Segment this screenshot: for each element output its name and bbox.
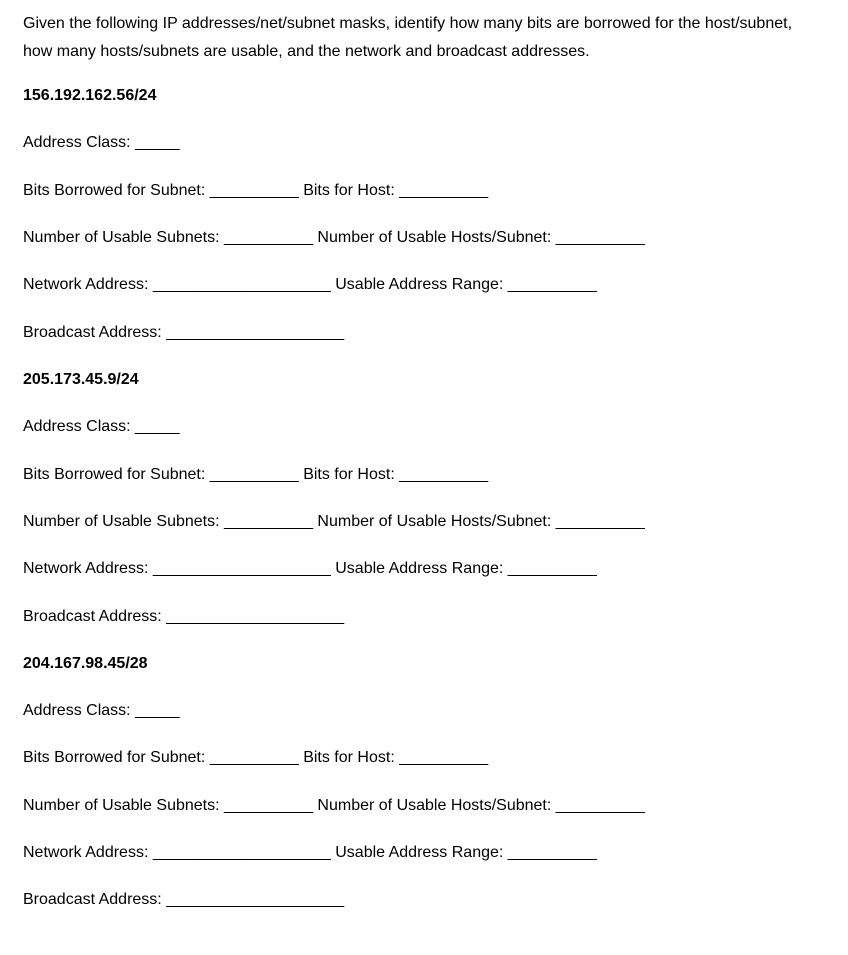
- instructions: [23, 10, 823, 66]
- broadcast-row: Broadcast Address: ____________________: [23, 891, 345, 908]
- address-class-field: Address Class: _____: [23, 134, 180, 151]
- broadcast-row: Broadcast Address: ____________________: [23, 324, 345, 341]
- network-row: Network Address: ____________________ Usable Address Range: __________: [23, 844, 597, 861]
- usable-row: Number of Usable Subnets: __________ Number of Usable Hosts/Subnet: __________: [23, 797, 645, 814]
- instructions-line-1: Given the following IP addresses/net/subnet masks, identify how many bits are borrowed for the host/subnet,: [23, 15, 793, 32]
- bits-row: Bits Borrowed for Subnet: __________ Bits for Host: __________: [23, 182, 489, 199]
- instructions-line-2: how many hosts/subnets are usable, and the network and broadcast addresses.: [23, 43, 590, 60]
- bits-row: Bits Borrowed for Subnet: __________ Bits for Host: __________: [23, 466, 489, 483]
- address-class-field: Address Class: _____: [23, 702, 180, 719]
- network-row: Network Address: ____________________ Usable Address Range: __________: [23, 560, 597, 577]
- problem-address: 204.167.98.45/28: [23, 655, 148, 672]
- problem-address: 156.192.162.56/24: [23, 87, 157, 104]
- broadcast-row: Broadcast Address: ____________________: [23, 608, 345, 625]
- usable-row: Number of Usable Subnets: __________ Number of Usable Hosts/Subnet: __________: [23, 513, 645, 530]
- address-class-field: Address Class: _____: [23, 418, 180, 435]
- bits-row: Bits Borrowed for Subnet: __________ Bits for Host: __________: [23, 749, 489, 766]
- usable-row: Number of Usable Subnets: __________ Number of Usable Hosts/Subnet: __________: [23, 229, 645, 246]
- network-row: Network Address: ____________________ Usable Address Range: __________: [23, 276, 597, 293]
- problem-address: 205.173.45.9/24: [23, 371, 139, 388]
